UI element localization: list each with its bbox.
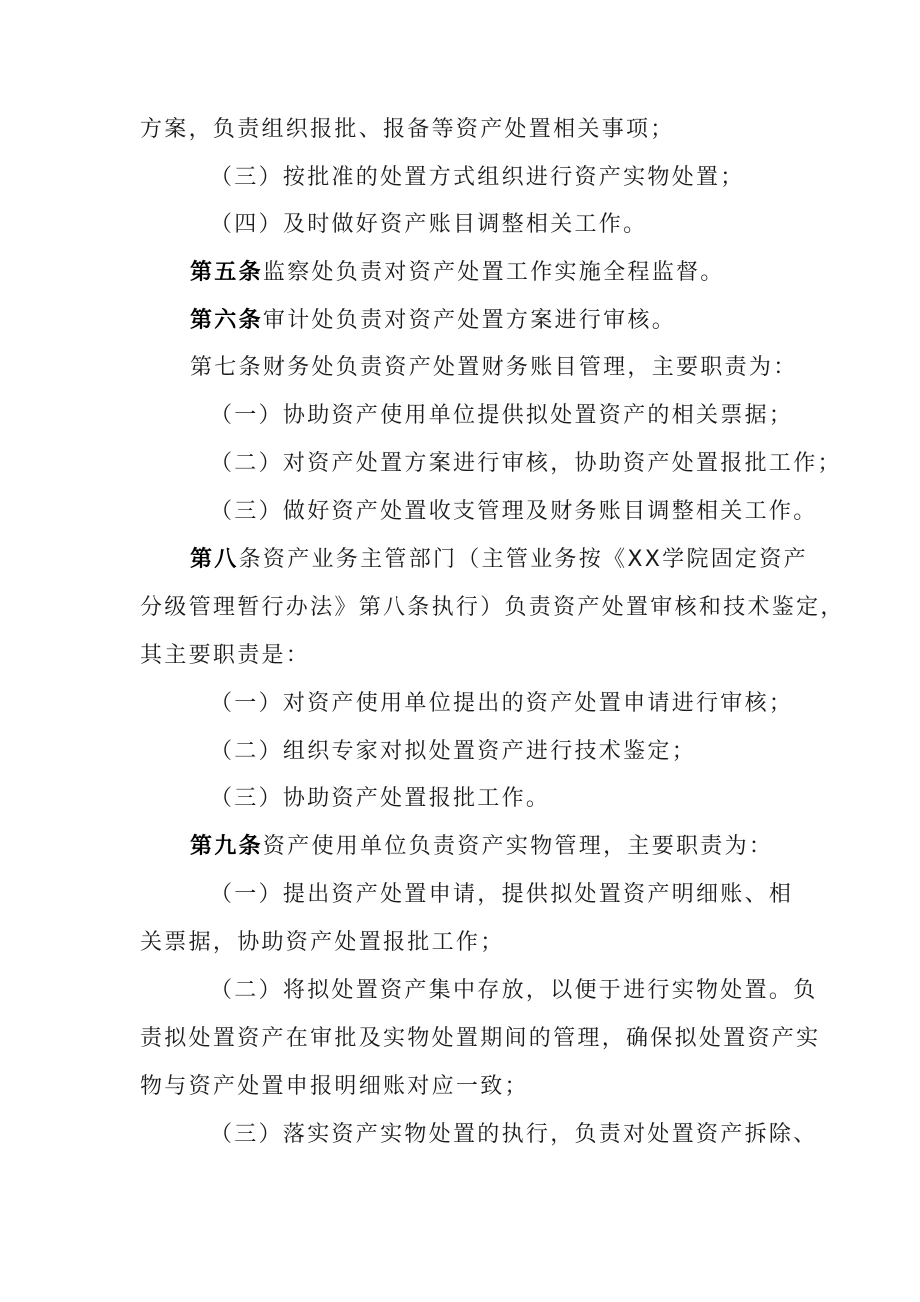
line-text: 分级管理暂行办法》第八条执行）负责资产处置审核和技术鉴定， (140, 595, 845, 620)
article-heading: 第六条 (190, 308, 263, 333)
line-text: （一）协助资产使用单位提供拟处置资产的相关票据； (210, 403, 794, 428)
text-line (140, 107, 675, 153)
line-text: 资产使用单位负责资产实物管理，主要职责为： (262, 834, 774, 859)
text-line (140, 920, 505, 966)
text-line (140, 1064, 529, 1110)
line-text: （一）对资产使用单位提出的资产处置申请进行审核； (210, 691, 794, 716)
article-line (190, 824, 773, 870)
line-text: 条资产业务主管部门（主管业务按《XX学院固定资产 (238, 547, 808, 572)
text-line (210, 155, 745, 201)
line-text: 审计处负责对资产处置方案进行审核。 (262, 308, 677, 333)
text-line (210, 393, 793, 439)
line-text: 关票据，协助资产处置报批工作； (140, 930, 505, 955)
article-heading: 第八 (190, 547, 239, 572)
line-text: （三）协助资产处置报批工作。 (210, 786, 551, 811)
line-text: （二）将拟处置资产集中存放，以便于进行实物处置。负 (210, 978, 818, 1003)
line-text: （四）及时做好资产账目调整相关工作。 (210, 212, 648, 237)
line-text: （三）做好资产处置收支管理及财务账目调整相关工作。 (210, 499, 818, 524)
text-line (210, 968, 818, 1014)
line-text: （二）对资产处置方案进行审核，协助资产处置报批工作； (210, 451, 842, 476)
line-text: 监察处负责对资产处置工作实施全程监督。 (262, 260, 725, 285)
text-line (210, 441, 842, 487)
article-heading: 第五条 (190, 260, 263, 285)
article-line (190, 537, 808, 583)
line-text: 第七条财务处负责资产处置财务账目管理，主要职责为： (190, 355, 798, 380)
text-line (140, 1016, 820, 1062)
line-text: （二）组织专家对拟处置资产进行技术鉴定； (210, 739, 697, 764)
line-text: 物与资产处置申报明细账对应一致； (140, 1074, 529, 1099)
text-line (190, 345, 798, 391)
article-line (190, 250, 725, 296)
line-text: （三）按批准的处置方式组织进行资产实物处置； (210, 165, 745, 190)
line-text: （三）落实资产实物处置的执行，负责对处置资产拆除、 (210, 1122, 818, 1147)
text-line (210, 1112, 818, 1158)
line-text: （一）提出资产处置申请，提供拟处置资产明细账、相 (210, 882, 794, 907)
line-text: 责拟处置资产在审批及实物处置期间的管理，确保拟处置资产实 (140, 1026, 821, 1051)
text-line (210, 489, 818, 535)
article-line (190, 298, 676, 344)
text-line (210, 202, 647, 248)
text-line (140, 585, 845, 631)
text-line (210, 776, 550, 822)
line-text: 其主要职责是： (140, 643, 311, 668)
line-text: 方案，负责组织报批、报备等资产处置相关事项； (140, 117, 675, 142)
article-heading: 第九条 (190, 834, 263, 859)
text-line (140, 633, 310, 679)
text-line (210, 729, 696, 775)
text-line (210, 872, 793, 918)
text-line (210, 681, 793, 727)
